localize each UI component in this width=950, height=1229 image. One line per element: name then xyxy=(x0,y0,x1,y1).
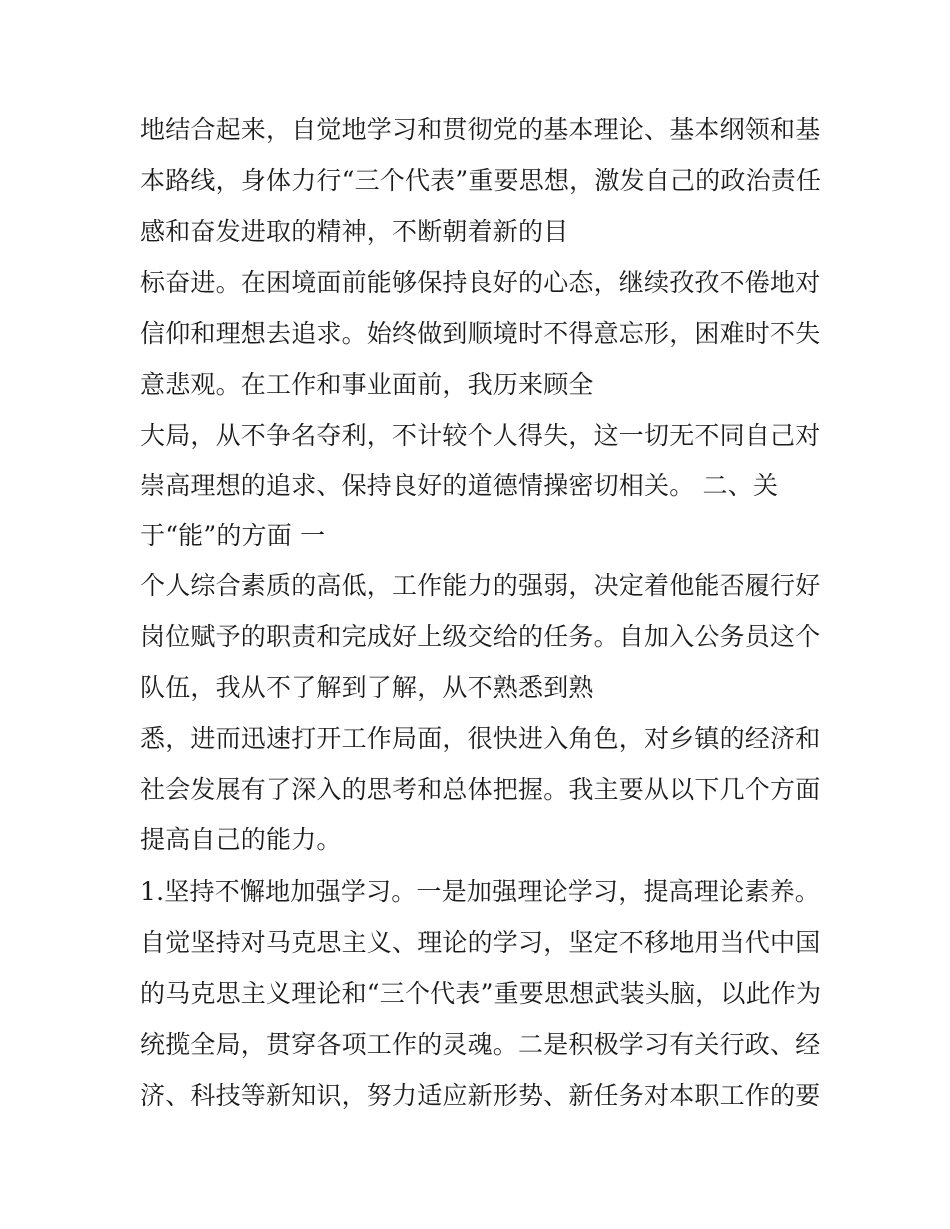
text-line: 的马克思主义理论和“三个代表”重要思想武装头脑，以此作为 xyxy=(140,979,822,1008)
text-line: 自觉坚持对马克思主义、理论的学习，坚定不移地用当代中国 xyxy=(140,928,821,957)
text-line: 感和奋发进取的精神，不断朝着新的目 xyxy=(140,217,569,246)
text-line: 队伍，我从不了解到了解，从不熟悉到熟 xyxy=(140,673,594,702)
text-line: 地结合起来，自觉地学习和贯彻党的基本理论、基本纲领和基 xyxy=(140,115,821,144)
text-line: 于“能”的方面 一 xyxy=(140,521,326,550)
text-line: 统揽全局，贯穿各项工作的灵魂。二是积极学习有关行政、经 xyxy=(140,1030,821,1059)
text-line: 1.坚持不懈地加强学习。一是加强理论学习，提高理论素养。 xyxy=(140,877,820,906)
text-line: 大局，从不争名夺利，不计较个人得失，这一切无不同自己对 xyxy=(140,421,821,450)
text-line: 信仰和理想去追求。始终做到顺境时不得意忘形，困难时不失 xyxy=(140,319,821,348)
text-line: 标奋进。在困境面前能够保持良好的心态，继续孜孜不倦地对 xyxy=(140,268,821,297)
text-line: 悉，进而迅速打开工作局面，很快进入角色，对乡镇的经济和 xyxy=(140,724,821,753)
text-line: 社会发展有了深入的思考和总体把握。我主要从以下几个方面 xyxy=(140,775,821,804)
text-line: 意悲观。在工作和事业面前，我历来顾全 xyxy=(140,370,594,399)
text-line: 个人综合素质的高低，工作能力的强弱，决定着他能否履行好 xyxy=(140,571,821,600)
text-line: 崇高理想的追求、保持良好的道德情操密切相关。 二、关 xyxy=(140,471,779,500)
text-line: 提高自己的能力。 xyxy=(140,825,342,854)
text-line: 本路线，身体力行“三个代表”重要思想，激发自己的政治责任 xyxy=(140,166,822,195)
text-line: 济、科技等新知识，努力适应新形势、新任务对本职工作的要 xyxy=(140,1081,821,1110)
text-line: 岗位赋予的职责和完成好上级交给的任务。自加入公务员这个 xyxy=(140,622,821,651)
